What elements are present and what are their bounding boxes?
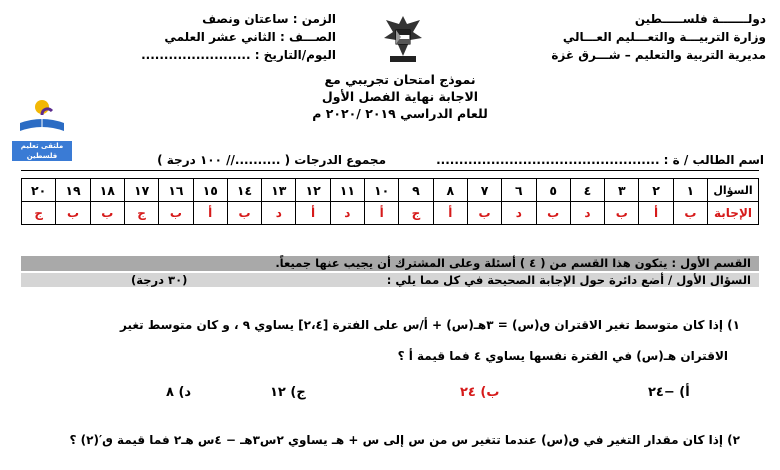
answer-cell: ب (467, 202, 501, 225)
class-label: الصـــف : الثاني عشر العلمي (164, 30, 336, 44)
question-number: ١٧ (124, 179, 158, 202)
answer-cell: أ (296, 202, 330, 225)
palestine-emblem-icon (380, 12, 426, 64)
answer-cell: ب (159, 202, 193, 225)
answer-cell: د (502, 202, 536, 225)
answer-cell: د (262, 202, 296, 225)
question-number: ١٩ (56, 179, 90, 202)
option-d[interactable]: د) ٨ (166, 385, 192, 400)
question-header: السؤال (708, 179, 759, 202)
answer-cell: ج (399, 202, 433, 225)
table-row-questions (22, 179, 759, 202)
question-1-text-continued: الاقتران هـ(س) في الفترة نفسها يساوي ٤ فما قيمة أ ؟ (397, 349, 728, 363)
question-number: ١٤ (227, 179, 261, 202)
answer-key-table (21, 178, 759, 225)
academic-year: للعام الدراسي ٢٠١٩ /٢٠٢٠ م (312, 106, 488, 121)
question-number: ٧ (467, 179, 501, 202)
question-number: ٢ (639, 179, 673, 202)
table-row-answers (22, 202, 759, 225)
question-number: ٨ (433, 179, 467, 202)
answer-header: الإجابة (708, 202, 759, 225)
question-number: ١٨ (90, 179, 124, 202)
answer-cell: ب (56, 202, 90, 225)
option-c[interactable]: ج) ١٢ (270, 385, 306, 400)
answer-cell: د (330, 202, 364, 225)
answer-cell: د (570, 202, 604, 225)
header-state: دولـــــــة فلســـــطين (634, 12, 766, 26)
question-number: ١٥ (193, 179, 227, 202)
date-field: اليوم/التاريخ : ........................ (141, 48, 336, 62)
question-number: ٢٠ (22, 179, 56, 202)
exam-subtitle: الاجابة نهاية الفصل الأول (321, 89, 479, 104)
answer-cell: ب (227, 202, 261, 225)
header-ministry: وزارة التربيـــة والتعـــليم العـــالي (562, 30, 766, 44)
option-a[interactable]: أ) −٢٤ (648, 385, 690, 400)
logo-caption: ملتقى تعليم فلسطين (12, 141, 72, 161)
exam-title: نموذج امتحان تجريبي مع (324, 72, 476, 87)
question-1-text: ١) إذا كان متوسط تغير الاقتران ٯ(س) = ٣هـ(س) + أ/س على الفترة [٢،٤] يساوي ٩ ، و كان متوسط تغير (120, 318, 740, 332)
question-number: ١٠ (365, 179, 399, 202)
question-number: ٣ (605, 179, 639, 202)
question-number: ١٣ (262, 179, 296, 202)
answer-cell: ب (673, 202, 707, 225)
question-number: ١٢ (296, 179, 330, 202)
question-number: ١٦ (159, 179, 193, 202)
question-2-text: ٢) إذا كان مقدار التغير في ٯ(س) عندما تتغير س من س إلى س + هـ يساوي ٢س٣هـ − ٤س هـ٢ فما قيمة ٯ′(٢) ؟ (69, 433, 740, 447)
answer-cell: ج (22, 202, 56, 225)
question-number: ٤ (570, 179, 604, 202)
separator-line (21, 170, 759, 171)
answer-cell: أ (365, 202, 399, 225)
answer-cell: أ (193, 202, 227, 225)
question-number: ١١ (330, 179, 364, 202)
answer-cell: ج (124, 202, 158, 225)
answer-cell: أ (639, 202, 673, 225)
answer-cell: ب (605, 202, 639, 225)
answer-cell: ب (90, 202, 124, 225)
exam-duration: الزمن : ساعتان ونصف (202, 12, 336, 26)
header-directorate: مديرية التربية والتعليم – شـــرق غزة (551, 48, 766, 62)
total-marks-field: مجموع الدرجات ( ..........// ١٠٠ درجة ) (157, 153, 386, 167)
question-one-marks: (٣٠ درجة) (131, 273, 188, 287)
question-number: ٩ (399, 179, 433, 202)
book-icon (12, 95, 72, 137)
student-name-field: اسم الطالب / ة : ................................................. (436, 153, 764, 167)
palestine-education-logo (12, 95, 72, 160)
section-one-banner: القسم الأول : يتكون هذا القسم من ( ٤ ) أسئلة وعلى المشترك أن يجيب عنها جميعاً. (21, 256, 759, 271)
question-number: ١ (673, 179, 707, 202)
question-one-heading-band (21, 273, 759, 287)
question-number: ٥ (536, 179, 570, 202)
question-one-heading: السؤال الأول / أضع دائرة حول الإجابة الصحيحة في كل مما يلي : (386, 273, 751, 287)
question-number: ٦ (502, 179, 536, 202)
answer-cell: ب (536, 202, 570, 225)
answer-cell: أ (433, 202, 467, 225)
option-b[interactable]: ب) ٢٤ (460, 385, 500, 400)
